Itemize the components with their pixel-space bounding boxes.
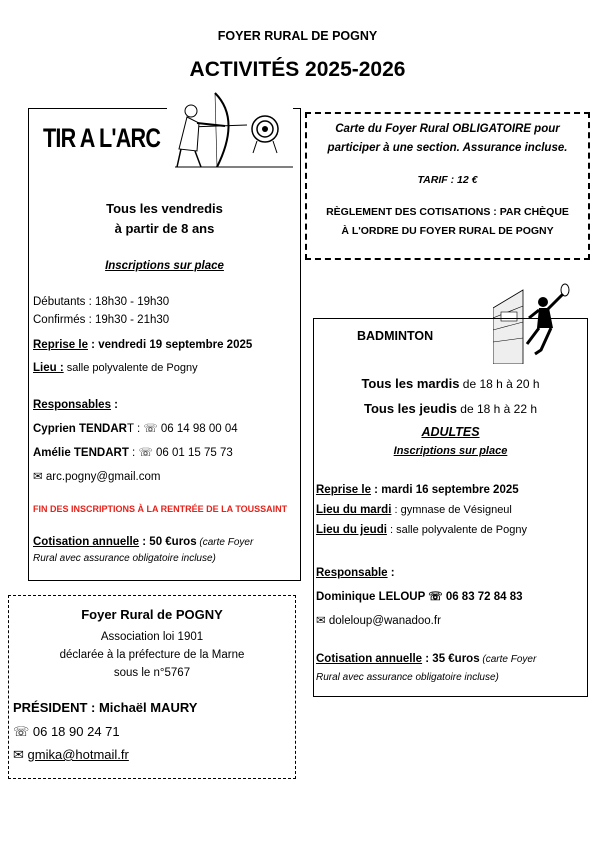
badminton-email bbox=[316, 614, 441, 629]
archery-cotisation-note: (carte Foyer bbox=[196, 537, 254, 548]
badminton-email-address[interactable]: doleloup@wanadoo.fr bbox=[328, 615, 441, 627]
badminton-lieu-jeudi-value: : salle polyvalente de Pogny bbox=[386, 524, 527, 536]
badminton-section bbox=[313, 318, 588, 697]
badminton-cotisation-note: (carte Foyer bbox=[479, 654, 537, 665]
foyer-email bbox=[13, 747, 129, 762]
archery-inscriptions: Inscriptions sur place bbox=[105, 260, 224, 272]
badminton-reprise-label: Reprise le bbox=[316, 484, 371, 496]
card-tarif: TARIF : 12 € bbox=[417, 174, 478, 186]
archer-illustration bbox=[167, 89, 293, 169]
badminton-jeudis-hours: de 18 h à 22 h bbox=[456, 402, 538, 416]
archery-debutants: Débutants : 18h30 - 19h30 bbox=[33, 296, 170, 308]
mail-icon: ✉ bbox=[316, 615, 329, 627]
foyer-association: Association loi 1901 bbox=[100, 631, 204, 643]
card-line-2: participer à une section. Assurance incluse. bbox=[327, 142, 568, 154]
archery-lieu bbox=[33, 361, 198, 376]
badminton-reprise-value: : mardi 16 septembre 2025 bbox=[370, 484, 519, 496]
foyer-president: PRÉSIDENT : Michaël MAURY bbox=[13, 700, 198, 715]
archery-email bbox=[33, 470, 160, 485]
archery-lieu-label: Lieu : bbox=[33, 362, 64, 374]
archery-confirmes: Confirmés : 19h30 - 21h30 bbox=[33, 314, 170, 326]
archery-responsables-colon: : bbox=[110, 399, 119, 411]
badminton-responsable-contact: Dominique LELOUP ☏ 06 83 72 84 83 bbox=[316, 591, 523, 603]
badminton-title: BADMINTON bbox=[357, 329, 434, 343]
archery-reprise-label: Reprise le bbox=[33, 339, 88, 351]
foyer-declaration: déclarée à la préfecture de la Marne bbox=[59, 649, 245, 661]
archery-responsable-2 bbox=[33, 446, 233, 461]
archery-responsable-1 bbox=[33, 422, 238, 437]
badminton-responsable-colon: : bbox=[387, 567, 395, 579]
archery-email-address[interactable]: arc.pogny@gmail.com bbox=[45, 471, 161, 483]
archery-responsables bbox=[33, 398, 118, 413]
card-line-1: Carte du Foyer Rural OBLIGATOIRE pour bbox=[335, 123, 560, 135]
badminton-adultes: ADULTES bbox=[421, 425, 480, 439]
archery-age: à partir de 8 ans bbox=[114, 221, 215, 236]
archery-title: TIR A L'ARC bbox=[43, 123, 161, 153]
archery-reprise-value: : vendredi 19 septembre 2025 bbox=[87, 339, 253, 351]
badminton-cotisation-value: : 35 €uros bbox=[422, 653, 480, 665]
foyer-name: Foyer Rural de POGNY bbox=[81, 607, 223, 622]
badminton-mardis bbox=[314, 376, 587, 392]
archery-responsables-label: Responsables bbox=[33, 399, 111, 411]
badminton-inscriptions: Inscriptions sur place bbox=[393, 445, 508, 457]
badminton-lieu-mardi-value: : gymnase de Vésigneul bbox=[391, 504, 512, 516]
archery-cotisation-value: : 50 €uros bbox=[139, 536, 197, 548]
badminton-mardis-label: Tous les mardis bbox=[361, 376, 460, 391]
archery-days: Tous les vendredis bbox=[106, 201, 223, 216]
foyer-contact-section bbox=[8, 595, 296, 779]
page-title: ACTIVITÉS 2025-2026 bbox=[189, 58, 406, 81]
badminton-reprise bbox=[316, 483, 519, 498]
membership-card-info bbox=[305, 112, 590, 260]
archery-resp2-name: Amélie TENDART bbox=[33, 447, 129, 459]
archery-reprise bbox=[33, 338, 252, 353]
badminton-lieu-mardi-label: Lieu du mardi bbox=[316, 504, 392, 516]
card-reglement-1: RÈGLEMENT DES COTISATIONS : PAR CHÈQUE bbox=[326, 206, 569, 218]
mail-icon: ✉ bbox=[13, 747, 28, 762]
badminton-lieu-jeudi bbox=[316, 523, 527, 538]
foyer-phone: ☏ 06 18 90 24 71 bbox=[13, 724, 120, 739]
organization-name: FOYER RURAL DE POGNY bbox=[217, 29, 378, 43]
badminton-cotisation-label: Cotisation annuelle bbox=[316, 653, 423, 665]
archery-deadline: FIN DES INSCRIPTIONS À LA RENTRÉE DE LA TOUSSAINT bbox=[33, 504, 288, 514]
badminton-mardis-hours: de 18 h à 20 h bbox=[459, 377, 540, 391]
archery-resp1-name: Cyprien TENDAR bbox=[33, 423, 127, 435]
card-reglement-2: À L'ORDRE DU FOYER RURAL DE POGNY bbox=[341, 225, 554, 237]
archery-cotisation bbox=[33, 535, 253, 550]
badminton-cotisation bbox=[316, 652, 536, 667]
archery-lieu-value: salle polyvalente de Pogny bbox=[63, 362, 198, 374]
badminton-lieu-jeudi-label: Lieu du jeudi bbox=[316, 524, 387, 536]
foyer-email-link[interactable]: gmika@hotmail.fr bbox=[27, 747, 129, 762]
badminton-lieu-mardi bbox=[316, 503, 512, 518]
badminton-cotisation-note-2: Rural avec assurance obligatoire incluse) bbox=[316, 672, 499, 683]
badminton-jeudis bbox=[314, 401, 587, 417]
badminton-jeudis-label: Tous les jeudis bbox=[363, 401, 457, 416]
archery-section bbox=[28, 108, 301, 581]
archery-resp2-phone: : ☏ 06 01 15 75 73 bbox=[128, 447, 233, 459]
archery-cotisation-note-2: Rural avec assurance obligatoire incluse) bbox=[33, 553, 216, 564]
badminton-responsable-label: Responsable bbox=[316, 567, 388, 579]
archery-cotisation-label: Cotisation annuelle bbox=[33, 536, 140, 548]
foyer-number: sous le n°5767 bbox=[113, 667, 191, 679]
mail-icon: ✉ bbox=[33, 471, 46, 483]
badminton-responsable bbox=[316, 566, 395, 581]
archery-resp1-phone: T : ☏ 06 14 98 00 04 bbox=[126, 423, 238, 435]
